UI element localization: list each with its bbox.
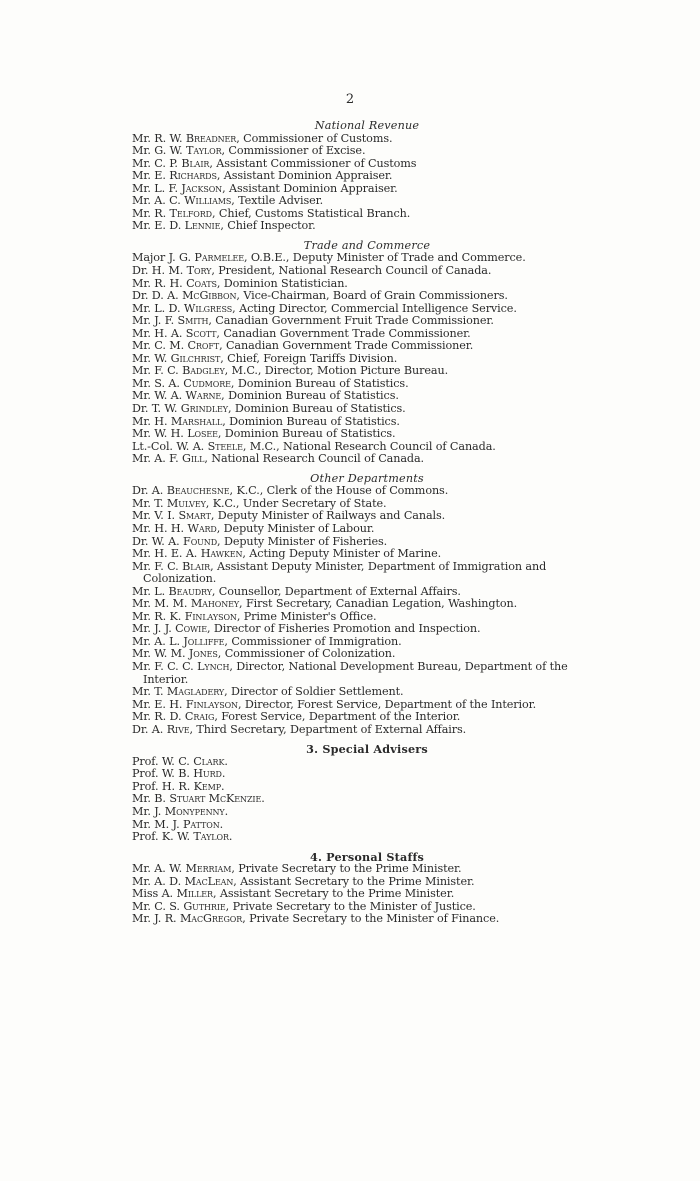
- person-title: , Chief, Foreign Tariffs Division.: [220, 351, 398, 365]
- person-title: .: [221, 779, 225, 793]
- person-surname: Williams: [184, 194, 232, 208]
- person-surname: Taylor: [186, 144, 222, 158]
- person-title: .: [219, 817, 224, 831]
- person-surname: Clark: [193, 754, 225, 768]
- person-surname: Blair: [182, 559, 211, 573]
- person-title: , Deputy Minister of Labour.: [216, 521, 375, 535]
- person-prefix: Mr. E.: [132, 169, 170, 183]
- person-surname: Merriam: [185, 862, 232, 876]
- person-surname: Wilgress: [183, 301, 233, 315]
- person-prefix: Mr. C. S.: [132, 899, 184, 913]
- person-title: , Assistant Secretary to the Prime Minister.: [212, 887, 455, 901]
- person-title: , Director of Fisheries Promotion and Inspection.: [206, 622, 481, 636]
- person-surname: McGibbon: [182, 289, 237, 303]
- person-title: , Third Secretary, Department of External Affairs.: [189, 722, 467, 736]
- person-surname: Craig: [184, 710, 215, 724]
- person-prefix: Mr. G. W.: [132, 144, 186, 158]
- person-prefix: Mr. W. H.: [132, 427, 188, 441]
- person-surname: Mahoney: [190, 597, 240, 611]
- person-title: .: [221, 767, 226, 781]
- person-prefix: Major J. G.: [132, 251, 195, 265]
- person-surname: Lynch: [197, 659, 230, 673]
- person-title: , President, National Research Council of Canada.: [211, 264, 492, 278]
- person-prefix: Mr. W. A.: [132, 389, 186, 403]
- person-prefix: Mr. H. A.: [132, 326, 186, 340]
- person-title: , Deputy Minister of Railways and Canals.: [210, 509, 446, 523]
- person-prefix: Mr. E. H.: [132, 697, 186, 711]
- person-surname: Beaudry: [168, 584, 212, 598]
- person-surname: Cudmore: [183, 376, 231, 390]
- person-title: , Counsellor, Department of External Affairs.: [211, 584, 461, 598]
- person-title: , Chief, Customs Statistical Branch.: [212, 206, 411, 220]
- list-item: [132, 453, 602, 466]
- person-title: , Private Secretary to the Prime Minister.: [231, 862, 462, 876]
- person-prefix: Mr. R.: [132, 206, 170, 220]
- person-surname: Patton: [182, 817, 220, 831]
- person-prefix: Mr. H. E. A.: [132, 547, 201, 561]
- person-prefix: Mr. R. W.: [132, 131, 186, 145]
- person-title: .: [224, 754, 228, 768]
- person-surname: Croft: [187, 339, 220, 353]
- list-item: [132, 724, 602, 737]
- person-prefix: Dr. T. W.: [132, 402, 181, 416]
- person-surname: Tory: [186, 264, 212, 278]
- person-prefix: Dr. H. M.: [132, 264, 187, 278]
- person-prefix: Mr. L. F.: [132, 181, 182, 195]
- person-surname: Blair: [181, 156, 210, 170]
- person-prefix: Mr. F. C. C.: [132, 659, 198, 673]
- person-surname: Mulvey: [166, 496, 206, 510]
- person-prefix: Mr. J. R.: [132, 912, 180, 926]
- person-title: , Private Secretary to the Minister of Finance.: [242, 912, 500, 926]
- person-surname: Magladery: [166, 685, 225, 699]
- person-title: , Canadian Government Trade Commissioner.: [219, 339, 474, 353]
- person-title: , Assistant Dominion Appraiser.: [216, 169, 393, 183]
- person-surname: Badgley: [182, 364, 225, 378]
- section-heading: 3. Special Advisers: [306, 742, 428, 757]
- person-title: , Prime Minister's Office.: [236, 609, 377, 623]
- person-surname: Hurd: [193, 767, 222, 781]
- person-surname: Coats: [186, 276, 217, 290]
- person-prefix: Mr. S. A.: [132, 376, 184, 390]
- person-surname: Ward: [187, 521, 217, 535]
- person-surname: MacLean: [184, 874, 234, 888]
- delegation-list: [132, 120, 602, 926]
- person-prefix: Mr. F. C.: [132, 364, 183, 378]
- person-prefix: Dr. A.: [132, 722, 167, 736]
- section-heading: National Revenue: [314, 119, 420, 132]
- person-title: , Chief Inspector.: [220, 219, 316, 233]
- person-surname: Scott: [185, 326, 217, 340]
- list-item: [132, 220, 602, 233]
- person-surname: Steele: [207, 439, 243, 453]
- person-prefix: Prof. W. B.: [132, 767, 194, 781]
- person-prefix: Dr. D. A.: [132, 289, 183, 303]
- person-prefix: Prof. W. C.: [132, 754, 194, 768]
- person-surname: Taylor: [193, 830, 229, 844]
- person-surname: Stuart McKenzie: [169, 792, 262, 806]
- person-prefix: Mr. J. J.: [132, 622, 176, 636]
- person-surname: Finlayson: [184, 609, 237, 623]
- person-surname: Breadner: [185, 131, 237, 145]
- person-title: , National Research Council of Canada.: [204, 452, 424, 466]
- person-prefix: Mr. A. F.: [132, 452, 183, 466]
- page-number: 2: [345, 92, 355, 107]
- person-prefix: Mr. L. D.: [132, 301, 184, 315]
- person-title: , Assistant Secretary to the Prime Minister.: [233, 874, 475, 888]
- person-prefix: Mr. T.: [132, 685, 167, 699]
- person-prefix: Dr. A.: [132, 484, 167, 498]
- person-surname: Gill: [182, 452, 205, 466]
- person-prefix: Mr. A. L.: [132, 634, 184, 648]
- person-prefix: Mr. E. D.: [132, 219, 185, 233]
- person-prefix: Mr. B.: [132, 792, 170, 806]
- person-prefix: Dr. W. A.: [132, 534, 184, 548]
- person-surname: Miller: [176, 887, 213, 901]
- person-prefix: Mr. W.: [132, 351, 171, 365]
- person-title: , Canadian Government Trade Commissioner.: [216, 326, 471, 340]
- person-prefix: Mr. L.: [132, 584, 169, 598]
- person-prefix: Lt.-Col. W. A.: [132, 439, 208, 453]
- person-surname: Finlayson: [185, 697, 238, 711]
- person-title: , Assistant Dominion Appraiser.: [222, 181, 398, 195]
- section-heading: Trade and Commerce: [303, 238, 431, 252]
- person-title: , Acting Director, Commercial Intelligence Service.: [232, 301, 517, 315]
- person-prefix: Mr. C. M.: [132, 339, 188, 353]
- person-surname: Monypenny: [164, 804, 225, 818]
- person-title: , O.B.E., Deputy Minister of Trade and Commerce.: [243, 251, 526, 265]
- person-prefix: Mr. C. P.: [132, 156, 182, 170]
- person-surname: Cowie: [175, 622, 207, 636]
- section-heading: Other Departments: [310, 471, 424, 485]
- person-title: , Deputy Minister of Fisheries.: [217, 534, 388, 548]
- person-prefix: Mr. A. D.: [132, 874, 185, 888]
- person-title: , Dominion Bureau of Statistics.: [222, 414, 400, 428]
- person-prefix: Mr. F. C.: [132, 559, 183, 573]
- person-title: , Canadian Government Fruit Trade Commissioner.: [208, 314, 494, 328]
- person-title: , Forest Service, Department of the Interior.: [214, 710, 461, 724]
- person-surname: Jackson: [181, 181, 223, 195]
- person-surname: Grindley: [180, 402, 228, 416]
- person-title: , K.C., Clerk of the House of Commons.: [229, 484, 449, 498]
- person-title: , Assistant Commissioner of Customs: [209, 156, 417, 170]
- person-title: , Assistant Deputy Minister, Department of Immigration and Colonization.: [143, 559, 547, 586]
- person-surname: Parmelee: [194, 251, 244, 265]
- person-title: .: [261, 792, 265, 806]
- list-item: [132, 913, 602, 926]
- person-surname: Richards: [169, 169, 217, 183]
- person-title: , M.C., Director, Motion Picture Bureau.: [224, 364, 449, 378]
- person-prefix: Mr. M. J.: [132, 817, 183, 831]
- person-surname: Warne: [185, 389, 222, 403]
- person-prefix: Mr. A. C.: [132, 194, 185, 208]
- person-surname: Jolliffe: [183, 634, 225, 648]
- person-prefix: Mr. R. D.: [132, 710, 185, 724]
- person-prefix: Mr. T.: [132, 496, 167, 510]
- person-title: , K.C., Under Secretary of State.: [205, 496, 387, 510]
- person-surname: Marshall: [170, 414, 223, 428]
- person-surname: Lennie: [184, 219, 221, 233]
- person-surname: Losee: [187, 427, 218, 441]
- person-prefix: Mr. W. M.: [132, 647, 189, 661]
- person-title: , Director of Soldier Settlement.: [224, 685, 404, 699]
- person-title: , First Secretary, Canadian Legation, Washington.: [239, 597, 518, 611]
- person-prefix: Miss A.: [132, 887, 177, 901]
- person-prefix: Mr. A. W.: [132, 862, 186, 876]
- person-title: , Dominion Bureau of Statistics.: [217, 427, 396, 441]
- person-surname: Gilchrist: [170, 351, 221, 365]
- person-surname: Jones: [188, 647, 218, 661]
- person-surname: Hawken: [200, 547, 243, 561]
- person-surname: MacGregor: [179, 912, 243, 926]
- person-surname: Rive: [166, 722, 190, 736]
- person-surname: Kemp: [193, 779, 222, 793]
- person-title: , Director, Forest Service, Department of the Interior.: [237, 697, 537, 711]
- person-prefix: Mr. H. H.: [132, 521, 188, 535]
- person-title: , Dominion Statistician.: [216, 276, 348, 290]
- person-prefix: Mr. M. M.: [132, 597, 191, 611]
- person-title: , Commissioner of Customs.: [236, 131, 393, 145]
- list-item: [132, 561, 602, 586]
- person-title: , Dominion Bureau of Statistics.: [221, 389, 399, 403]
- person-title: , Commissioner of Immigration.: [224, 634, 402, 648]
- person-title: .: [224, 804, 229, 818]
- person-title: , M.C., National Research Council of Canada.: [242, 439, 496, 453]
- list-item: [132, 661, 602, 686]
- person-prefix: Mr. J.: [132, 804, 165, 818]
- person-title: , Commissioner of Excise.: [221, 144, 366, 158]
- person-surname: Guthrie: [183, 899, 226, 913]
- person-surname: Beauchesne: [166, 484, 230, 498]
- person-surname: Smith: [177, 314, 209, 328]
- person-prefix: Mr. V. I.: [132, 509, 179, 523]
- person-surname: Smart: [178, 509, 211, 523]
- person-title: , Commissioner of Colonization.: [217, 647, 396, 661]
- person-prefix: Mr. J. F.: [132, 314, 178, 328]
- person-title: , Dominion Bureau of Statistics.: [230, 376, 409, 390]
- person-prefix: Mr. R. H.: [132, 276, 187, 290]
- person-surname: Telford: [169, 206, 212, 220]
- person-surname: Found: [183, 534, 218, 548]
- person-title: , Dominion Bureau of Statistics.: [227, 402, 406, 416]
- person-title: , Textile Adviser.: [231, 194, 324, 208]
- person-title: , Private Secretary to the Minister of Justice.: [225, 899, 476, 913]
- person-prefix: Prof. H. R.: [132, 779, 194, 793]
- person-title: , Vice-Chairman, Board of Grain Commissioners.: [236, 289, 508, 303]
- person-title: , Acting Deputy Minister of Marine.: [242, 547, 442, 561]
- person-title: , Director, National Development Bureau, Department of the Interior.: [143, 659, 568, 686]
- person-title: .: [228, 830, 233, 844]
- section-heading: 4. Personal Staffs: [309, 849, 424, 864]
- person-prefix: Prof. K. W.: [132, 830, 194, 844]
- person-prefix: Mr. R. K.: [132, 609, 185, 623]
- list-item: [132, 831, 602, 844]
- person-prefix: Mr. H.: [132, 414, 171, 428]
